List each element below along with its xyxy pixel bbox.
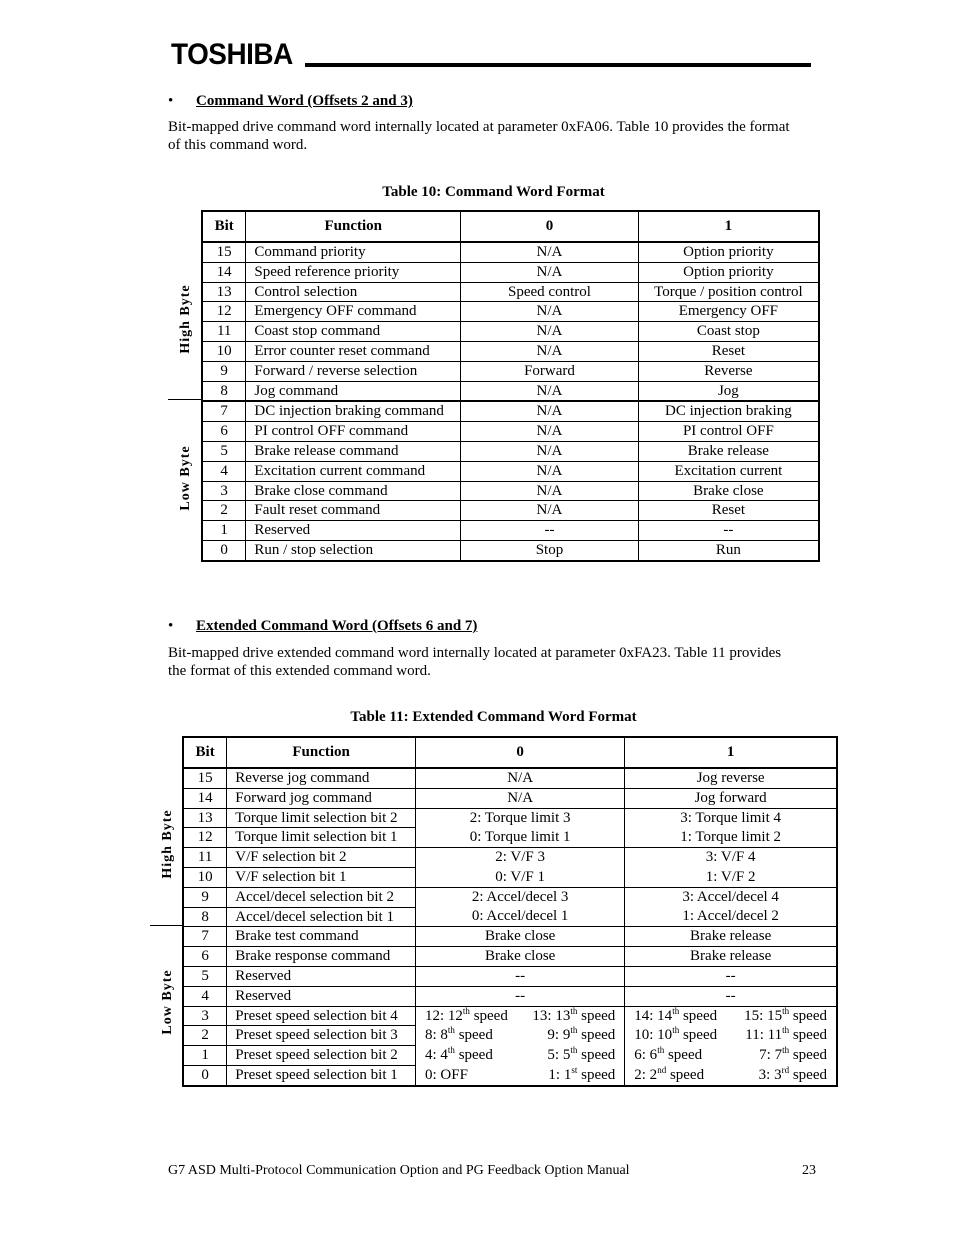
preset-speed-unit: speed bbox=[577, 1007, 616, 1024]
ordinal-suffix: st bbox=[571, 1064, 578, 1075]
bit-cell: 3 bbox=[202, 481, 246, 501]
table-row bbox=[202, 441, 819, 461]
zero-cell: N/A bbox=[461, 501, 639, 521]
bullet-section1: • bbox=[168, 93, 174, 109]
function-cell: Brake test command bbox=[227, 927, 416, 947]
preset-speed-value bbox=[634, 1007, 717, 1026]
table-row bbox=[202, 381, 819, 401]
one-cell: Emergency OFF bbox=[638, 302, 819, 322]
zero-cell: N/A bbox=[461, 242, 639, 262]
zero-cell: N/A bbox=[461, 401, 639, 421]
one-cell: Option priority bbox=[638, 262, 819, 282]
one-cell: 3: Torque limit 4 bbox=[625, 808, 837, 828]
one-cell: Excitation current bbox=[638, 461, 819, 481]
zero-cell: N/A bbox=[461, 341, 639, 361]
zero-cell: N/A bbox=[461, 441, 639, 461]
function-cell: Preset speed selection bit 3 bbox=[227, 1026, 416, 1046]
bit-cell: 2 bbox=[202, 501, 246, 521]
zero-cell: 2: Torque limit 3 bbox=[416, 808, 625, 828]
preset-speed-number: 6: 6 bbox=[634, 1047, 658, 1064]
preset-speed-number: 7: 7 bbox=[759, 1047, 783, 1064]
brand-logo: TOSHIBA bbox=[171, 38, 293, 71]
preset-speed-value bbox=[634, 1066, 704, 1085]
table11-caption: Table 11: Extended Command Word Format bbox=[350, 709, 637, 725]
one-cell: Brake release bbox=[638, 441, 819, 461]
bit-cell: 4 bbox=[183, 986, 227, 1006]
bit-cell: 13 bbox=[202, 282, 246, 302]
preset-speed-number: 15: 15 bbox=[744, 1007, 783, 1024]
section2-paragraph-line1: Bit-mapped drive extended command word internally located at parameter 0xFA23. Table 11 provides bbox=[168, 645, 782, 661]
preset-speed-number: 8: 8 bbox=[425, 1027, 448, 1044]
ordinal-suffix: th bbox=[462, 1005, 470, 1016]
bit-cell: 15 bbox=[202, 242, 246, 262]
zero-cell: N/A bbox=[461, 422, 639, 442]
preset-speed-value bbox=[547, 1046, 615, 1065]
ordinal-suffix: th bbox=[672, 1025, 680, 1036]
zero-cell: -- bbox=[416, 966, 625, 986]
bit-cell: 7 bbox=[183, 927, 227, 947]
function-cell: Forward jog command bbox=[227, 788, 416, 808]
function-cell: Accel/decel selection bit 1 bbox=[227, 907, 416, 927]
preset-speed-value bbox=[425, 1007, 508, 1026]
zero-cell: 0: Accel/decel 1 bbox=[416, 907, 625, 927]
preset-speed-number: 0: OFF bbox=[425, 1066, 468, 1083]
one-cell: 1: Accel/decel 2 bbox=[625, 907, 837, 927]
bit-cell: 9 bbox=[202, 361, 246, 381]
preset-speed-unit: speed bbox=[789, 1027, 827, 1044]
ordinal-suffix: th bbox=[782, 1005, 790, 1016]
table-row bbox=[183, 848, 837, 868]
table-row bbox=[183, 828, 837, 848]
zero-cell: 2: Accel/decel 3 bbox=[416, 887, 625, 907]
bit-cell: 3 bbox=[183, 1006, 227, 1026]
one-cell: -- bbox=[638, 521, 819, 541]
bit-cell: 13 bbox=[183, 808, 227, 828]
bit-cell: 1 bbox=[202, 521, 246, 541]
preset-speed-value bbox=[634, 1026, 717, 1045]
bullet-section2: • bbox=[168, 618, 174, 634]
preset-speed-unit: speed bbox=[666, 1066, 705, 1083]
table-row bbox=[183, 966, 837, 986]
table-row bbox=[183, 947, 837, 967]
table10-col-one: 1 bbox=[638, 211, 819, 242]
function-cell: Speed reference priority bbox=[246, 262, 461, 282]
table-row bbox=[202, 282, 819, 302]
table-row bbox=[183, 887, 837, 907]
preset-speed-number: 9: 9 bbox=[547, 1027, 571, 1044]
function-cell: Jog command bbox=[246, 381, 461, 401]
table-row bbox=[202, 322, 819, 342]
one-cell: -- bbox=[625, 966, 837, 986]
table-row bbox=[202, 501, 819, 521]
function-cell: V/F selection bit 1 bbox=[227, 867, 416, 887]
table11 bbox=[182, 736, 838, 1087]
zero-cell: Stop bbox=[461, 540, 639, 560]
bit-cell: 12 bbox=[202, 302, 246, 322]
bit-cell: 2 bbox=[183, 1026, 227, 1046]
table10-high-byte-label: High Byte bbox=[178, 284, 193, 354]
function-cell: Preset speed selection bit 1 bbox=[227, 1065, 416, 1085]
preset-speed-unit: speed bbox=[789, 1066, 827, 1083]
one-cell: 3: V/F 4 bbox=[625, 848, 837, 868]
preset-speed-number: 2: 2 bbox=[634, 1066, 658, 1083]
preset-speed-cell bbox=[625, 1026, 837, 1046]
preset-speed-unit: speed bbox=[679, 1027, 718, 1044]
function-cell: Brake release command bbox=[246, 441, 461, 461]
section1-paragraph-line1: Bit-mapped drive command word internally located at parameter 0xFA06. Table 10 provides the format bbox=[168, 119, 790, 135]
table11-high-byte-label: High Byte bbox=[160, 809, 175, 879]
footer-title: G7 ASD Multi-Protocol Communication Option and PG Feedback Option Manual bbox=[168, 1163, 630, 1178]
preset-speed-number: 14: 14 bbox=[634, 1007, 673, 1024]
bit-cell: 0 bbox=[183, 1065, 227, 1085]
table-row bbox=[202, 521, 819, 541]
function-cell: Control selection bbox=[246, 282, 461, 302]
preset-speed-value bbox=[425, 1026, 493, 1045]
preset-speed-cell bbox=[416, 1026, 625, 1046]
preset-speed-number: 12: 12 bbox=[425, 1007, 463, 1024]
bit-cell: 15 bbox=[183, 768, 227, 788]
ordinal-suffix: th bbox=[447, 1025, 455, 1036]
zero-cell: Forward bbox=[461, 361, 639, 381]
preset-speed-value bbox=[532, 1007, 615, 1026]
table-row bbox=[183, 788, 837, 808]
table-row bbox=[183, 927, 837, 947]
preset-speed-unit: speed bbox=[789, 1047, 827, 1064]
table10-col-function: Function bbox=[246, 211, 461, 242]
function-cell: Preset speed selection bit 4 bbox=[227, 1006, 416, 1026]
ordinal-suffix: rd bbox=[781, 1064, 790, 1075]
one-cell: 3: Accel/decel 4 bbox=[625, 887, 837, 907]
preset-speed-value bbox=[745, 1026, 827, 1045]
bit-cell: 11 bbox=[202, 322, 246, 342]
zero-cell: N/A bbox=[416, 788, 625, 808]
function-cell: Emergency OFF command bbox=[246, 302, 461, 322]
preset-speed-unit: speed bbox=[577, 1027, 616, 1044]
preset-speed-value bbox=[548, 1066, 615, 1085]
one-cell: Reset bbox=[638, 341, 819, 361]
table-row bbox=[202, 341, 819, 361]
one-cell: -- bbox=[625, 986, 837, 1006]
one-cell: Jog reverse bbox=[625, 768, 837, 788]
table10-low-byte-label: Low Byte bbox=[178, 445, 193, 511]
preset-speed-unit: speed bbox=[577, 1066, 616, 1083]
zero-cell: N/A bbox=[461, 481, 639, 501]
preset-speed-number: 5: 5 bbox=[547, 1047, 571, 1064]
function-cell: Torque limit selection bit 2 bbox=[227, 808, 416, 828]
table10-col-bit: Bit bbox=[202, 211, 246, 242]
function-cell: Reserved bbox=[246, 521, 461, 541]
function-cell: Accel/decel selection bit 2 bbox=[227, 887, 416, 907]
preset-speed-cell bbox=[416, 1046, 625, 1066]
preset-speed-value bbox=[547, 1026, 615, 1045]
table11-col-bit: Bit bbox=[183, 737, 227, 768]
preset-speed-unit: speed bbox=[789, 1007, 827, 1024]
one-cell: Jog forward bbox=[625, 788, 837, 808]
zero-cell: 0: V/F 1 bbox=[416, 867, 625, 887]
bit-cell: 11 bbox=[183, 848, 227, 868]
one-cell: PI control OFF bbox=[638, 422, 819, 442]
preset-speed-unit: speed bbox=[454, 1027, 493, 1044]
bit-cell: 10 bbox=[202, 341, 246, 361]
bit-cell: 8 bbox=[183, 907, 227, 927]
table-row bbox=[202, 422, 819, 442]
section2-heading: Extended Command Word (Offsets 6 and 7) bbox=[196, 618, 478, 634]
zero-cell: N/A bbox=[461, 322, 639, 342]
preset-speed-unit: speed bbox=[577, 1047, 616, 1064]
bit-cell: 1 bbox=[183, 1046, 227, 1066]
function-cell: Reserved bbox=[227, 986, 416, 1006]
function-cell: Preset speed selection bit 2 bbox=[227, 1046, 416, 1066]
zero-cell: N/A bbox=[461, 262, 639, 282]
one-cell: Run bbox=[638, 540, 819, 560]
zero-cell: Brake close bbox=[416, 947, 625, 967]
preset-speed-cell bbox=[416, 1065, 625, 1085]
table-row bbox=[202, 461, 819, 481]
one-cell: Brake release bbox=[625, 947, 837, 967]
bit-cell: 14 bbox=[183, 788, 227, 808]
table11-col-function: Function bbox=[227, 737, 416, 768]
one-cell: Jog bbox=[638, 381, 819, 401]
bit-cell: 6 bbox=[202, 422, 246, 442]
bit-cell: 4 bbox=[202, 461, 246, 481]
table-row bbox=[202, 540, 819, 560]
table11-byte-divider bbox=[150, 925, 184, 926]
ordinal-suffix: th bbox=[782, 1025, 790, 1036]
preset-speed-cell bbox=[625, 1065, 837, 1085]
preset-speed-cell bbox=[625, 1046, 837, 1066]
bit-cell: 10 bbox=[183, 867, 227, 887]
preset-speed-value bbox=[744, 1007, 827, 1026]
bit-cell: 0 bbox=[202, 540, 246, 560]
table11-col-zero: 0 bbox=[416, 737, 625, 768]
preset-speed-unit: speed bbox=[679, 1007, 718, 1024]
preset-speed-number: 13: 13 bbox=[532, 1007, 571, 1024]
one-cell: DC injection braking bbox=[638, 401, 819, 421]
ordinal-suffix: th bbox=[782, 1045, 790, 1056]
function-cell: Error counter reset command bbox=[246, 341, 461, 361]
table-row bbox=[202, 481, 819, 501]
function-cell: Brake close command bbox=[246, 481, 461, 501]
zero-cell: 2: V/F 3 bbox=[416, 848, 625, 868]
one-cell: 1: Torque limit 2 bbox=[625, 828, 837, 848]
function-cell: V/F selection bit 2 bbox=[227, 848, 416, 868]
zero-cell: -- bbox=[416, 986, 625, 1006]
ordinal-suffix: th bbox=[570, 1045, 578, 1056]
ordinal-suffix: th bbox=[657, 1045, 665, 1056]
table10 bbox=[201, 210, 820, 562]
preset-speed-number: 4: 4 bbox=[425, 1047, 448, 1064]
table-row bbox=[183, 768, 837, 788]
bit-cell: 12 bbox=[183, 828, 227, 848]
bit-cell: 7 bbox=[202, 401, 246, 421]
function-cell: Torque limit selection bit 1 bbox=[227, 828, 416, 848]
preset-speed-cell bbox=[625, 1006, 837, 1026]
function-cell: Brake response command bbox=[227, 947, 416, 967]
one-cell: Coast stop bbox=[638, 322, 819, 342]
zero-cell: 0: Torque limit 1 bbox=[416, 828, 625, 848]
function-cell: Excitation current command bbox=[246, 461, 461, 481]
table-row bbox=[202, 401, 819, 421]
table10-col-zero: 0 bbox=[461, 211, 639, 242]
table-row bbox=[183, 907, 837, 927]
ordinal-suffix: th bbox=[570, 1025, 578, 1036]
one-cell: Reset bbox=[638, 501, 819, 521]
one-cell: Reverse bbox=[638, 361, 819, 381]
function-cell: Command priority bbox=[246, 242, 461, 262]
section1-paragraph-line2: of this command word. bbox=[168, 137, 308, 153]
header-rule bbox=[305, 63, 811, 67]
table11-col-one: 1 bbox=[625, 737, 837, 768]
bit-cell: 9 bbox=[183, 887, 227, 907]
table-row bbox=[183, 808, 837, 828]
table-row bbox=[183, 1006, 837, 1026]
function-cell: Fault reset command bbox=[246, 501, 461, 521]
one-cell: 1: V/F 2 bbox=[625, 867, 837, 887]
function-cell: Forward / reverse selection bbox=[246, 361, 461, 381]
table10-byte-divider bbox=[168, 399, 202, 400]
zero-cell: N/A bbox=[416, 768, 625, 788]
page-number: 23 bbox=[802, 1163, 816, 1178]
table-row bbox=[183, 1065, 837, 1085]
preset-speed-number: 3: 3 bbox=[758, 1066, 782, 1083]
zero-cell: -- bbox=[461, 521, 639, 541]
zero-cell: N/A bbox=[461, 381, 639, 401]
function-cell: Reserved bbox=[227, 966, 416, 986]
table-row bbox=[202, 242, 819, 262]
preset-speed-value bbox=[425, 1046, 493, 1065]
zero-cell: N/A bbox=[461, 461, 639, 481]
function-cell: Run / stop selection bbox=[246, 540, 461, 560]
one-cell: Torque / position control bbox=[638, 282, 819, 302]
table-row bbox=[183, 867, 837, 887]
preset-speed-unit: speed bbox=[664, 1047, 703, 1064]
preset-speed-unit: speed bbox=[454, 1047, 493, 1064]
table-row bbox=[202, 361, 819, 381]
preset-speed-number: 1: 1 bbox=[548, 1066, 572, 1083]
table-row bbox=[183, 986, 837, 1006]
preset-speed-number: 10: 10 bbox=[634, 1027, 673, 1044]
ordinal-suffix: th bbox=[447, 1045, 455, 1056]
function-cell: DC injection braking command bbox=[246, 401, 461, 421]
section2-paragraph-line2: the format of this extended command word. bbox=[168, 663, 431, 679]
ordinal-suffix: th bbox=[672, 1005, 680, 1016]
function-cell: Coast stop command bbox=[246, 322, 461, 342]
table-row bbox=[183, 1046, 837, 1066]
preset-speed-value bbox=[759, 1046, 827, 1065]
preset-speed-value bbox=[759, 1066, 827, 1085]
table11-low-byte-label: Low Byte bbox=[160, 969, 175, 1035]
bit-cell: 5 bbox=[183, 966, 227, 986]
function-cell: PI control OFF command bbox=[246, 422, 461, 442]
zero-cell: N/A bbox=[461, 302, 639, 322]
zero-cell: Brake close bbox=[416, 927, 625, 947]
preset-speed-unit: speed bbox=[469, 1007, 508, 1024]
preset-speed-cell bbox=[416, 1006, 625, 1026]
bit-cell: 8 bbox=[202, 381, 246, 401]
section1-heading: Command Word (Offsets 2 and 3) bbox=[196, 93, 413, 109]
one-cell: Brake close bbox=[638, 481, 819, 501]
table-row bbox=[202, 302, 819, 322]
ordinal-suffix: th bbox=[570, 1005, 578, 1016]
bit-cell: 6 bbox=[183, 947, 227, 967]
preset-speed-number: 11: 11 bbox=[745, 1027, 783, 1044]
function-cell: Reverse jog command bbox=[227, 768, 416, 788]
bit-cell: 14 bbox=[202, 262, 246, 282]
preset-speed-value bbox=[425, 1066, 468, 1085]
bit-cell: 5 bbox=[202, 441, 246, 461]
table10-caption: Table 10: Command Word Format bbox=[382, 184, 605, 200]
table-row bbox=[202, 262, 819, 282]
preset-speed-value bbox=[634, 1046, 702, 1065]
one-cell: Brake release bbox=[625, 927, 837, 947]
one-cell: Option priority bbox=[638, 242, 819, 262]
table-row bbox=[183, 1026, 837, 1046]
zero-cell: Speed control bbox=[461, 282, 639, 302]
ordinal-suffix: nd bbox=[657, 1064, 667, 1075]
